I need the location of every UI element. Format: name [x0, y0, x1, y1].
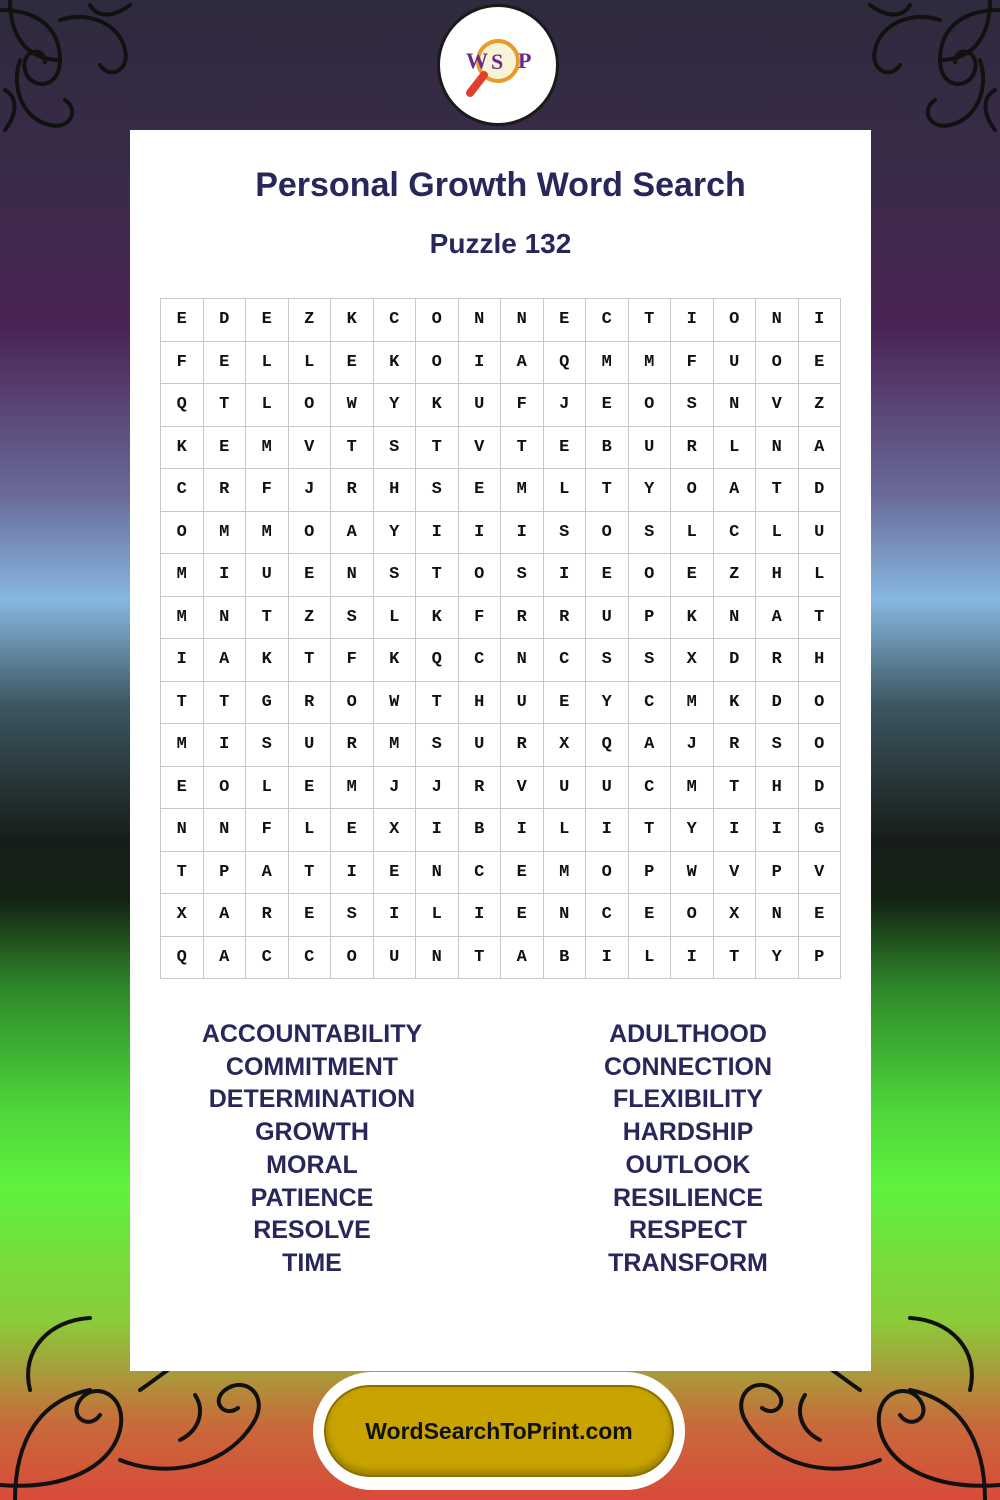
- grid-cell[interactable]: I: [374, 894, 417, 937]
- grid-cell[interactable]: O: [289, 512, 332, 555]
- grid-cell[interactable]: L: [374, 597, 417, 640]
- word-list-item: DETERMINATION: [208, 1085, 416, 1114]
- grid-cell[interactable]: A: [204, 937, 247, 980]
- grid-cell[interactable]: L: [416, 894, 459, 937]
- grid-cell[interactable]: N: [331, 554, 374, 597]
- grid-cell[interactable]: S: [671, 384, 714, 427]
- grid-cell[interactable]: A: [246, 852, 289, 895]
- grid-cell[interactable]: E: [799, 342, 842, 385]
- grid-cell[interactable]: I: [204, 554, 247, 597]
- grid-cell[interactable]: L: [714, 427, 757, 470]
- grid-cell[interactable]: I: [671, 937, 714, 980]
- grid-cell[interactable]: L: [246, 767, 289, 810]
- grid-cell[interactable]: E: [246, 299, 289, 342]
- magnifier-icon: [448, 15, 548, 115]
- grid-cell[interactable]: O: [161, 512, 204, 555]
- grid-cell[interactable]: U: [714, 342, 757, 385]
- grid-cell[interactable]: R: [204, 469, 247, 512]
- grid-cell[interactable]: A: [714, 469, 757, 512]
- grid-cell[interactable]: Q: [161, 384, 204, 427]
- grid-cell[interactable]: S: [246, 724, 289, 767]
- grid-cell[interactable]: S: [586, 639, 629, 682]
- grid-cell[interactable]: L: [246, 384, 289, 427]
- grid-cell[interactable]: S: [374, 554, 417, 597]
- grid-cell[interactable]: T: [629, 299, 672, 342]
- grid-cell[interactable]: O: [629, 384, 672, 427]
- grid-cell[interactable]: P: [799, 937, 842, 980]
- grid-cell[interactable]: X: [161, 894, 204, 937]
- grid-cell[interactable]: H: [799, 639, 842, 682]
- grid-cell[interactable]: I: [459, 894, 502, 937]
- grid-cell[interactable]: S: [501, 554, 544, 597]
- grid-cell[interactable]: O: [331, 682, 374, 725]
- grid-cell[interactable]: J: [374, 767, 417, 810]
- word-list-left: [147, 1018, 477, 1280]
- grid-cell[interactable]: F: [331, 639, 374, 682]
- grid-cell[interactable]: J: [416, 767, 459, 810]
- grid-cell[interactable]: Y: [374, 384, 417, 427]
- grid-cell[interactable]: V: [459, 427, 502, 470]
- grid-cell[interactable]: K: [374, 342, 417, 385]
- grid-cell[interactable]: V: [501, 767, 544, 810]
- grid-cell[interactable]: G: [799, 809, 842, 852]
- grid-cell[interactable]: T: [416, 682, 459, 725]
- grid-cell[interactable]: E: [331, 809, 374, 852]
- grid-cell[interactable]: N: [756, 427, 799, 470]
- grid-cell[interactable]: Z: [799, 384, 842, 427]
- grid-cell[interactable]: T: [416, 554, 459, 597]
- grid-cell[interactable]: H: [756, 767, 799, 810]
- grid-cell[interactable]: V: [756, 384, 799, 427]
- grid-cell[interactable]: E: [289, 894, 332, 937]
- grid-cell[interactable]: C: [629, 767, 672, 810]
- grid-cell[interactable]: R: [544, 597, 587, 640]
- grid-cell[interactable]: V: [289, 427, 332, 470]
- grid-cell[interactable]: U: [246, 554, 289, 597]
- grid-cell[interactable]: F: [161, 342, 204, 385]
- grid-cell[interactable]: F: [671, 342, 714, 385]
- word-list-item: MORAL: [266, 1150, 358, 1179]
- grid-cell[interactable]: A: [501, 937, 544, 980]
- grid-cell[interactable]: I: [161, 639, 204, 682]
- grid-cell[interactable]: D: [714, 639, 757, 682]
- grid-cell[interactable]: E: [544, 299, 587, 342]
- grid-cell[interactable]: U: [586, 597, 629, 640]
- grid-cell[interactable]: C: [544, 639, 587, 682]
- grid-cell[interactable]: E: [161, 299, 204, 342]
- grid-cell[interactable]: E: [501, 852, 544, 895]
- word-list-item: GROWTH: [255, 1118, 369, 1147]
- grid-cell[interactable]: E: [671, 554, 714, 597]
- grid-cell[interactable]: N: [756, 299, 799, 342]
- grid-cell[interactable]: O: [204, 767, 247, 810]
- grid-cell[interactable]: U: [459, 724, 502, 767]
- grid-cell[interactable]: R: [331, 469, 374, 512]
- grid-cell[interactable]: D: [799, 767, 842, 810]
- word-list-item: ADULTHOOD: [609, 1020, 767, 1048]
- grid-cell[interactable]: R: [501, 597, 544, 640]
- ornament-top-left: [0, 0, 150, 150]
- grid-cell[interactable]: E: [799, 894, 842, 937]
- word-list-item: PATIENCE: [250, 1183, 374, 1212]
- grid-cell[interactable]: E: [586, 554, 629, 597]
- grid-cell[interactable]: E: [374, 852, 417, 895]
- grid-cell[interactable]: L: [246, 342, 289, 385]
- grid-cell[interactable]: Z: [289, 299, 332, 342]
- word-list-item: TRANSFORM: [608, 1248, 768, 1277]
- grid-cell[interactable]: X: [374, 809, 417, 852]
- grid-cell[interactable]: T: [289, 639, 332, 682]
- grid-cell[interactable]: T: [204, 682, 247, 725]
- grid-cell[interactable]: T: [459, 937, 502, 980]
- grid-cell[interactable]: A: [501, 342, 544, 385]
- grid-cell[interactable]: V: [714, 852, 757, 895]
- grid-cell[interactable]: U: [501, 682, 544, 725]
- grid-cell[interactable]: U: [374, 937, 417, 980]
- grid-cell[interactable]: I: [331, 852, 374, 895]
- grid-cell[interactable]: T: [161, 852, 204, 895]
- grid-cell[interactable]: N: [416, 937, 459, 980]
- grid-cell[interactable]: F: [246, 469, 289, 512]
- grid-cell[interactable]: N: [416, 852, 459, 895]
- grid-cell[interactable]: I: [501, 512, 544, 555]
- grid-cell[interactable]: C: [586, 894, 629, 937]
- grid-cell[interactable]: R: [331, 724, 374, 767]
- grid-cell[interactable]: Q: [161, 937, 204, 980]
- grid-cell[interactable]: O: [671, 894, 714, 937]
- grid-cell[interactable]: A: [204, 894, 247, 937]
- grid-cell[interactable]: T: [756, 469, 799, 512]
- grid-cell[interactable]: C: [289, 937, 332, 980]
- grid-cell[interactable]: Q: [416, 639, 459, 682]
- grid-cell[interactable]: K: [714, 682, 757, 725]
- grid-cell[interactable]: L: [799, 554, 842, 597]
- grid-cell[interactable]: C: [161, 469, 204, 512]
- grid-cell[interactable]: N: [501, 299, 544, 342]
- word-list-item: OUTLOOK: [625, 1150, 751, 1179]
- grid-cell[interactable]: L: [629, 937, 672, 980]
- grid-cell[interactable]: O: [671, 469, 714, 512]
- grid-cell[interactable]: T: [586, 469, 629, 512]
- word-list-item: RESILIENCE: [612, 1183, 764, 1212]
- grid-cell[interactable]: M: [671, 682, 714, 725]
- grid-cell[interactable]: O: [289, 384, 332, 427]
- grid-cell[interactable]: I: [501, 809, 544, 852]
- grid-cell[interactable]: T: [714, 767, 757, 810]
- grid-cell[interactable]: R: [246, 894, 289, 937]
- grid-cell[interactable]: Q: [544, 342, 587, 385]
- grid-cell[interactable]: Z: [289, 597, 332, 640]
- grid-cell[interactable]: C: [246, 937, 289, 980]
- grid-cell[interactable]: P: [629, 597, 672, 640]
- grid-cell[interactable]: K: [671, 597, 714, 640]
- grid-cell[interactable]: A: [799, 427, 842, 470]
- grid-cell[interactable]: O: [416, 342, 459, 385]
- grid-cell[interactable]: F: [459, 597, 502, 640]
- grid-cell[interactable]: N: [544, 894, 587, 937]
- grid-cell[interactable]: Y: [756, 937, 799, 980]
- grid-cell[interactable]: W: [331, 384, 374, 427]
- grid-cell[interactable]: I: [459, 512, 502, 555]
- word-list-item: HARDSHIP: [622, 1118, 754, 1147]
- grid-cell[interactable]: O: [799, 724, 842, 767]
- grid-cell[interactable]: T: [204, 384, 247, 427]
- grid-cell[interactable]: A: [204, 639, 247, 682]
- grid-cell[interactable]: M: [374, 724, 417, 767]
- grid-cell[interactable]: S: [416, 724, 459, 767]
- grid-cell[interactable]: I: [459, 342, 502, 385]
- grid-cell[interactable]: E: [204, 427, 247, 470]
- grid-cell[interactable]: N: [501, 639, 544, 682]
- word-list-item: RESPECT: [628, 1216, 748, 1245]
- grid-cell[interactable]: L: [289, 342, 332, 385]
- grid-cell[interactable]: U: [629, 427, 672, 470]
- grid-cell[interactable]: S: [629, 639, 672, 682]
- grid-cell[interactable]: K: [374, 639, 417, 682]
- grid-cell[interactable]: I: [756, 809, 799, 852]
- grid-cell[interactable]: X: [671, 639, 714, 682]
- grid-cell[interactable]: H: [756, 554, 799, 597]
- grid-cell[interactable]: O: [586, 512, 629, 555]
- grid-cell[interactable]: W: [671, 852, 714, 895]
- grid-cell[interactable]: D: [799, 469, 842, 512]
- word-list-item: FLEXIBILITY: [613, 1085, 763, 1114]
- grid-cell[interactable]: O: [714, 299, 757, 342]
- grid-cell[interactable]: N: [756, 894, 799, 937]
- grid-cell[interactable]: I: [416, 809, 459, 852]
- grid-cell[interactable]: E: [544, 427, 587, 470]
- grid-cell[interactable]: Y: [374, 512, 417, 555]
- grid-cell[interactable]: U: [799, 512, 842, 555]
- grid-cell[interactable]: E: [501, 894, 544, 937]
- grid-cell[interactable]: M: [161, 554, 204, 597]
- grid-cell[interactable]: N: [204, 809, 247, 852]
- grid-cell[interactable]: E: [161, 767, 204, 810]
- grid-cell[interactable]: K: [416, 384, 459, 427]
- grid-cell[interactable]: W: [374, 682, 417, 725]
- site-link-frame: [313, 1372, 685, 1490]
- grid-cell[interactable]: C: [374, 299, 417, 342]
- grid-cell[interactable]: B: [459, 809, 502, 852]
- grid-cell[interactable]: C: [459, 852, 502, 895]
- grid-cell[interactable]: C: [629, 682, 672, 725]
- grid-cell[interactable]: U: [544, 767, 587, 810]
- grid-cell[interactable]: R: [501, 724, 544, 767]
- grid-cell[interactable]: M: [331, 767, 374, 810]
- logo-letter-s: S: [491, 49, 504, 74]
- grid-cell[interactable]: K: [161, 427, 204, 470]
- logo-letter-p: P: [518, 48, 532, 73]
- grid-cell[interactable]: T: [289, 852, 332, 895]
- grid-cell[interactable]: S: [544, 512, 587, 555]
- grid-cell[interactable]: M: [161, 597, 204, 640]
- grid-cell[interactable]: J: [289, 469, 332, 512]
- grid-cell[interactable]: E: [331, 342, 374, 385]
- grid-cell[interactable]: R: [459, 767, 502, 810]
- grid-cell[interactable]: L: [756, 512, 799, 555]
- grid-cell[interactable]: S: [331, 894, 374, 937]
- grid-cell[interactable]: O: [459, 554, 502, 597]
- grid-cell[interactable]: E: [586, 384, 629, 427]
- grid-cell[interactable]: M: [629, 342, 672, 385]
- grid-cell[interactable]: S: [331, 597, 374, 640]
- word-list-item: COMMITMENT: [225, 1052, 399, 1081]
- grid-cell[interactable]: U: [459, 384, 502, 427]
- grid-cell[interactable]: J: [544, 384, 587, 427]
- wsp-logo[interactable]: [437, 4, 559, 126]
- grid-cell[interactable]: C: [586, 299, 629, 342]
- grid-cell[interactable]: H: [374, 469, 417, 512]
- grid-cell[interactable]: M: [246, 427, 289, 470]
- grid-cell[interactable]: Y: [671, 809, 714, 852]
- grid-cell[interactable]: S: [756, 724, 799, 767]
- grid-cell[interactable]: R: [671, 427, 714, 470]
- grid-cell[interactable]: P: [629, 852, 672, 895]
- grid-cell[interactable]: K: [416, 597, 459, 640]
- grid-cell[interactable]: O: [331, 937, 374, 980]
- grid-cell[interactable]: S: [629, 512, 672, 555]
- grid-cell[interactable]: A: [331, 512, 374, 555]
- grid-cell[interactable]: M: [161, 724, 204, 767]
- grid-cell[interactable]: N: [714, 384, 757, 427]
- word-list-item: CONNECTION: [603, 1052, 773, 1081]
- grid-cell[interactable]: I: [671, 299, 714, 342]
- grid-cell[interactable]: R: [714, 724, 757, 767]
- grid-cell[interactable]: O: [586, 852, 629, 895]
- puzzle-number: Puzzle 132: [429, 228, 572, 259]
- grid-cell[interactable]: I: [544, 554, 587, 597]
- grid-cell[interactable]: T: [501, 427, 544, 470]
- grid-cell[interactable]: R: [756, 639, 799, 682]
- grid-cell[interactable]: N: [714, 597, 757, 640]
- grid-cell[interactable]: T: [161, 682, 204, 725]
- grid-cell[interactable]: I: [416, 512, 459, 555]
- grid-cell[interactable]: E: [289, 767, 332, 810]
- word-list-item: RESOLVE: [253, 1216, 371, 1245]
- grid-cell[interactable]: O: [629, 554, 672, 597]
- puzzle-sheet: [130, 130, 871, 1371]
- grid-cell[interactable]: U: [289, 724, 332, 767]
- grid-cell[interactable]: I: [714, 809, 757, 852]
- grid-cell[interactable]: P: [204, 852, 247, 895]
- grid-cell[interactable]: O: [416, 299, 459, 342]
- grid-cell[interactable]: K: [331, 299, 374, 342]
- grid-cell[interactable]: J: [671, 724, 714, 767]
- grid-cell[interactable]: D: [756, 682, 799, 725]
- ornament-top-right: [850, 0, 1000, 150]
- grid-cell[interactable]: L: [544, 809, 587, 852]
- grid-cell[interactable]: Y: [629, 469, 672, 512]
- grid-cell[interactable]: N: [459, 299, 502, 342]
- grid-cell[interactable]: E: [629, 894, 672, 937]
- grid-cell[interactable]: L: [671, 512, 714, 555]
- grid-cell[interactable]: O: [756, 342, 799, 385]
- grid-cell[interactable]: E: [459, 469, 502, 512]
- grid-cell[interactable]: M: [501, 469, 544, 512]
- grid-cell[interactable]: N: [161, 809, 204, 852]
- grid-cell[interactable]: F: [246, 809, 289, 852]
- letter-grid: [160, 298, 841, 979]
- word-list-right: [523, 1018, 853, 1280]
- grid-cell[interactable]: X: [714, 894, 757, 937]
- grid-cell[interactable]: T: [246, 597, 289, 640]
- grid-cell[interactable]: E: [289, 554, 332, 597]
- grid-cell[interactable]: D: [204, 299, 247, 342]
- grid-cell[interactable]: C: [714, 512, 757, 555]
- grid-cell[interactable]: P: [756, 852, 799, 895]
- grid-cell[interactable]: I: [586, 809, 629, 852]
- grid-cell[interactable]: M: [544, 852, 587, 895]
- grid-cell[interactable]: Q: [586, 724, 629, 767]
- grid-cell[interactable]: B: [544, 937, 587, 980]
- word-list-item: TIME: [282, 1248, 342, 1277]
- grid-cell[interactable]: E: [544, 682, 587, 725]
- grid-cell[interactable]: Y: [586, 682, 629, 725]
- grid-cell[interactable]: T: [714, 937, 757, 980]
- grid-cell[interactable]: V: [799, 852, 842, 895]
- grid-cell[interactable]: C: [459, 639, 502, 682]
- grid-cell[interactable]: U: [586, 767, 629, 810]
- grid-cell[interactable]: A: [629, 724, 672, 767]
- grid-cell[interactable]: M: [246, 512, 289, 555]
- grid-cell[interactable]: M: [204, 512, 247, 555]
- grid-cell[interactable]: B: [586, 427, 629, 470]
- grid-cell[interactable]: I: [586, 937, 629, 980]
- grid-cell[interactable]: F: [501, 384, 544, 427]
- site-link-button[interactable]: WordSearchToPrint.com: [324, 1385, 674, 1477]
- grid-cell[interactable]: L: [544, 469, 587, 512]
- grid-cell[interactable]: N: [204, 597, 247, 640]
- grid-cell[interactable]: T: [331, 427, 374, 470]
- grid-cell[interactable]: O: [799, 682, 842, 725]
- grid-cell[interactable]: M: [586, 342, 629, 385]
- grid-cell[interactable]: M: [671, 767, 714, 810]
- logo-letter-w: W: [466, 48, 488, 73]
- grid-cell[interactable]: E: [204, 342, 247, 385]
- grid-cell[interactable]: K: [246, 639, 289, 682]
- grid-cell[interactable]: S: [416, 469, 459, 512]
- grid-cell[interactable]: Z: [714, 554, 757, 597]
- grid-cell[interactable]: R: [289, 682, 332, 725]
- grid-cell[interactable]: X: [544, 724, 587, 767]
- grid-cell[interactable]: I: [204, 724, 247, 767]
- grid-cell[interactable]: S: [374, 427, 417, 470]
- grid-cell[interactable]: I: [799, 299, 842, 342]
- grid-cell[interactable]: L: [289, 809, 332, 852]
- grid-cell[interactable]: T: [799, 597, 842, 640]
- grid-cell[interactable]: H: [459, 682, 502, 725]
- grid-cell[interactable]: T: [416, 427, 459, 470]
- grid-cell[interactable]: T: [629, 809, 672, 852]
- page-title: Personal Growth Word Search: [255, 166, 746, 204]
- grid-cell[interactable]: A: [756, 597, 799, 640]
- word-list-item: ACCOUNTABILITY: [201, 1020, 423, 1048]
- grid-cell[interactable]: G: [246, 682, 289, 725]
